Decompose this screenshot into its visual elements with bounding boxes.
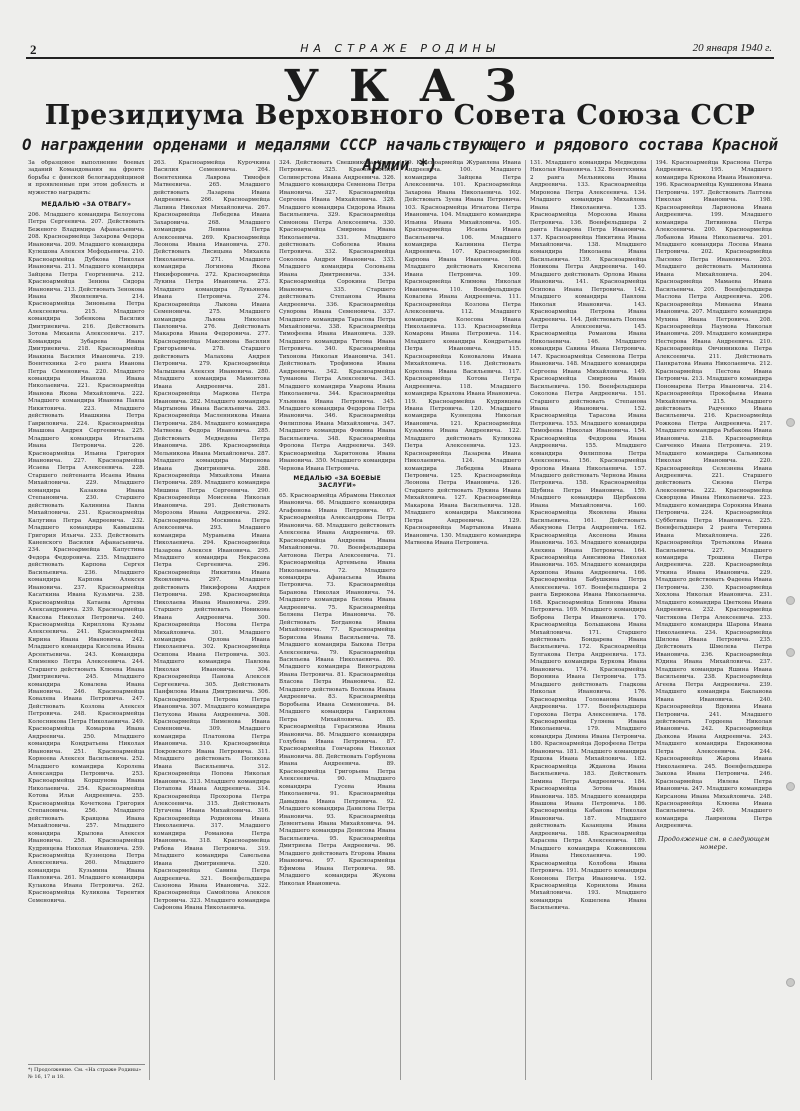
binding-hole (786, 978, 795, 987)
column-6 (652, 160, 777, 1080)
award-list: 131. Младшего командира Медведева Николая Ивановича. 132. Воентехника 2 ранга Мельникова Ивана Андреевича. 133. Красноармейца Миронова Петра Алексеевича. 134. Младшего командира Михайлова Ивана Николаевича. 135. Красноармейца Морозова Ивана Петровича. 136. Военфельдшера 2 ранга Назарова Петра Ивановича. 137. Красноармейца Никитина Ивана Михайловича. 138. Младшего командира Николаева Ивана Васильевича. 139. Красноармейца Новикова Петра Андреевича. 140. Младшего действовать Орлова Ивана Ивановича. 141. Красноармейца Осипова Ивана Петровича. 142. Младшего командира Павлова Николая Ивановича. 143. Красноармейца Петрова Ивана Андреевича. 144. Действовать Попова Петра Алексеевича. 145. Красноармейца Романова Ивана Николаевича. 146. Младшего командира Савина Ивана Петровича. 147. Красноармейца Семенова Петра Ивановича. 148. Младшего командира Сергеева Ивана Михайловича. 149. Красноармейца Смирнова Ивана Васильевича. 150. Военфельдшера Соколова Петра Андреевича. 151. Старшего действовать Степанова Ивана Ивановича. 152. Красноармейца Тарасова Ивана Петровича. 153. Младшего командира Тимофеева Николая Ивановича. 154. Красноармейца Федорова Ивана Андреевича. 155. Младшего командира Филиппова Петра Алексеевича. 156. Красноармейца Фролова Ивана Николаевича. 157. Младшего действовать Чернова Ивана Петровича. 158. Красноармейца Шубина Петра Ивановича. 159. Младшего командира Щербакова Ивана Михайловича. 160. Красноармейца Яковлева Ивана Васильевича. 161. Действовать Абакумова Петра Андреевича. 162. Красноармейца Аксенова Ивана Ивановича. 163. Младшего командира Алехина Ивана Петровича. 164. Красноармейца Анисимова Николая Ивановича. 165. Младшего командира Архипова Ивана Андреевича. 166. Красноармейца Бабушкина Петра Алексеевича. 167. Военфельдшера 2 ранга Бирюкова Ивана Николаевича. 168. Красноармейца Блинова Ивана Петровича. 169. Младшего командира Боброва Петра Ивановича. 170. Красноармейца Большакова Ивана Михайловича. 171. Старшего действовать Бондарева Ивана Васильевича. 172. Красноармейца Булгакова Петра Андреевича. 173. Младшего командира Буркова Ивана Ивановича. 174. Красноармейца Воронина Ивана Петровича. 175. Младшего действовать Гладкова Николая Ивановича. 176. Красноармейца Голованова Ивана Андреевича. 177. Военфельдшера Горохова Петра Алексеевича. 178. Красноармейца Гуляева Ивана Николаевича. 179. Младшего командира Демина Ивана Петровича. 180. Красноармейца Дорофеева Петра Ивановича. 181. Младшего командира Ершова Ивана Михайловича. 182. Красноармейца Жданова Ивана Васильевича. 183. Действовать Зимина Петра Андреевича. 184. Красноармейца Зотова Ивана Ивановича. 185. Младшего командира Ивашова Ивана Петровича. 186. Красноармейца Кабанова Николая Ивановича. 187. Младшего действовать Казанцева Ивана Андреевича. 188. Красноармейца Карасева Петра Алексеевича. 189. Младшего командира Кожевникова Ивана Николаевича. 190. Красноармейца Колобова Ивана Петровича. 191. Младшего командира Кононова Петра Ивановича. 192. Красноармейца Корнилова Ивана Михайловича. 193. Младшего командира Кошелева Ивана Васильевича. (530, 160, 647, 912)
column-5 (526, 160, 652, 1080)
binding-hole (786, 596, 795, 605)
columns (24, 160, 776, 1080)
award-list: 99. Красноармейца Журавлева Ивана Андреевича. 100. Младшего командира Зайцева Петра Алексеевича. 101. Красноармейца Захарова Ивана Николаевича. 102. Действовать Зуева Ивана Петровича. 103. Красноармейца Игнатова Петра Ивановича. 104. Младшего командира Ильина Ивана Михайловича. 105. Красноармейца Исаева Ивана Васильевича. 106. Младшего командира Калинина Петра Андреевича. 107. Красноармейца Карпова Ивана Ивановича. 108. Младшего действовать Киселева Ивана Петровича. 109. Красноармейца Климова Николая Ивановича. 110. Военфельдшера Ковалева Ивана Андреевича. 111. Красноармейца Козлова Петра Алексеевича. 112. Младшего командира Колесова Ивана Николаевича. 113. Красноармейца Комарова Ивана Петровича. 114. Младшего командира Кондратьева Петра Ивановича. 115. Красноармейца Коновалова Ивана Михайловича. 116. Действовать Королева Ивана Васильевича. 117. Красноармейца Котова Петра Андреевича. 118. Младшего командира Крылова Ивана Ивановича. 119. Красноармейца Кудрявцева Ивана Петровича. 120. Младшего командира Кузнецова Николая Ивановича. 121. Красноармейца Кузьмина Ивана Андреевича. 122. Младшего действовать Куликова Петра Алексеевича. 123. Красноармейца Лазарева Ивана Николаевича. 124. Младшего командира Лебедева Ивана Петровича. 125. Красноармейца Леонова Петра Ивановича. 126. Старшего действовать Лукина Ивана Михайловича. 127. Красноармейца Макарова Ивана Васильевича. 128. Младшего командира Максимова Петра Андреевича. 129. Красноармейца Мартынова Ивана Ивановича. 130. Младшего командира Матвеева Ивана Петровича. (404, 160, 521, 547)
intro-text: За образцовое выполнение боевых заданий Командования на фронте борьбы с финской белогвардейщиной и проявленные при этом доблесть и мужество наградить: (28, 160, 145, 196)
column-1 (24, 160, 150, 1080)
footnote: *) Продолжение. См. «На страже Родины» № 16, 17 и 18. (28, 1064, 145, 1080)
section-heading: МЕДАЛЬЮ «ЗА БОЕВЫЕ ЗАСЛУГИ» (293, 475, 382, 490)
title-presidium: Президиума Верховного Совета Союза ССР (44, 100, 756, 131)
masthead: НА СТРАЖЕ РОДИНЫ (300, 42, 500, 55)
binding-hole (786, 782, 795, 791)
column-4 (401, 160, 527, 1080)
award-list: 263. Красноармейца Курочкина Василия Семеновича. 264. Воентехника Лаврова Тимофея Матвеевича. 265. Младшего действовать Лазарева Ивана Андреевича. 266. Красноармейца Лапина Николая Михайловича. 267. Красноармейца Лебедева Ивана Захаровича. 268. Младшего командира Левина Петра Алексеевича. 269. Красноармейца Леонова Ивана Ивановича. 270. Действовать Лисицына Михаила Николаевича. 271. Младшего командира Логинова Якова Никифоровича. 272. Красноармейца Лукина Петра Ивановича. 273. Младшего командира Лукьянова Ивана Петровича. 274. Красноармейца Лыкова Ивана Семеновича. 275. Младшего командира Львова Николая Павловича. 276. Действовать Макарова Ивана Федоровича. 277. Красноармейца Максимова Василия Григорьевича. 278. Старшего действовать Малахова Андрея Петровича. 279. Красноармейца Малышева Алексея Ивановича. 280. Младшего командира Мамонтова Ивана Андреевича. 281. Красноармейца Маркова Петра Ивановича. 282. Младшего командира Мартынова Ивана Васильевича. 283. Красноармейца Масленникова Ивана Петровича. 284. Младшего командира Матвеева Федора Ивановича. 285. Действовать Медведева Петра Ивановича. 286. Красноармейца Мельникова Ивана Михайловича. 287. Младшего командира Миронова Ивана Дмитриевича. 288. Красноармейца Михайлова Ивана Петровича. 289. Младшего командира Мишина Петра Сергеевича. 290. Красноармейца Моисеева Николая Ивановича. 291. Действовать Морозова Ивана Андреевича. 292. Красноармейца Москвина Петра Алексеевича. 293. Младшего командира Муравьева Ивана Николаевича. 294. Красноармейца Назарова Алексея Ивановича. 295. Младшего командира Некрасова Петра Сергеевича. 296. Красноармейца Никитина Ивана Яковлевича. 297. Младшего действовать Никифорова Андрея Петровича. 298. Красноармейца Николаева Ивана Ивановича. 299. Старшего действовать Новикова Ивана Андреевича. 300. Красноармейца Носова Петра Михайловича. 301. Младшего командира Орлова Ивана Николаевича. 302. Красноармейца Осипова Ивана Петровича. 303. Младшего командира Павлова Николая Ивановича. 304. Красноармейца Панова Алексея Сергеевича. 305. Действовать Панфилова Ивана Дмитриевича. 306. Красноармейца Петрова Петра Ивановича. 307. Младшего командира Петухова Ивана Андреевича. 308. Красноармейца Пименова Ивана Семеновича. 309. Младшего командира Платонова Петра Ивановича. 310. Красноармейца Покровского Ивана Петровича. 311. Младшего действовать Полякова Ивана Васильевича. 312. Красноармейца Попова Николая Ивановича. 313. Младшего командира Потапова Ивана Андреевича. 314. Красноармейца Прохорова Петра Алексеевича. 315. Действовать Пугачева Ивана Михайловича. 316. Красноармейца Родионова Ивана Николаевича. 317. Младшего командира Романова Петра Ивановича. 318. Красноармейца Рябова Ивана Петровича. 319. Младшего командира Савельева Ивана Дмитриевича. 320. Красноармейца Савина Петра Андреевича. 321. Военфельдшера Сазонова Ивана Ивановича. 322. Красноармейца Самойлова Алексея Петровича. 323. Младшего командира Сафонова Ивана Николаевича. (153, 160, 270, 912)
continued-note: Продолжение см. в следующем номере. (657, 834, 770, 852)
binding-hole (786, 648, 795, 657)
header-rule (26, 57, 774, 59)
award-list: 194. Красноармейца Краснова Петра Андреевича. 195. Младшего командира Крюкова Ивана Ивановича. 196. Красноармейца Кувшинова Ивана Петровича. 197. Действовать Лаптева Николая Ивановича. 198. Красноармейца Ларионова Ивана Андреевича. 199. Младшего командира Литвинова Петра Алексеевича. 200. Красноармейца Лобанова Ивана Николаевича. 201. Младшего командира Лосева Ивана Петровича. 202. Красноармейца Лысенко Петра Ивановича. 203. Младшего действовать Малинина Ивана Михайловича. 204. Красноармейца Мамаева Ивана Васильевича. 205. Военфельдшера Маслова Петра Андреевича. 206. Красноармейца Минаева Ивана Ивановича. 207. Младшего командира Мухина Ивана Петровича. 208. Красноармейца Наумова Николая Ивановича. 209. Младшего командира Нестерова Ивана Андреевича. 210. Красноармейца Овчинникова Петра Алексеевича. 211. Действовать Панкратова Ивана Николаевича. 212. Красноармейца Пестова Ивана Петровича. 213. Младшего командира Пономарева Петра Ивановича. 214. Красноармейца Прокофьева Ивана Михайловича. 215. Младшего действовать Радченко Ивана Васильевича. 216. Красноармейца Рожкова Петра Андреевича. 217. Младшего командира Рыбакова Ивана Ивановича. 218. Красноармейца Савченко Ивана Петровича. 219. Младшего командира Сальникова Николая Ивановича. 220. Красноармейца Селезнева Ивана Андреевича. 221. Старшего действовать Сизова Петра Алексеевича. 222. Красноармейца Скворцова Ивана Николаевича. 223. Младшего командира Сорокина Ивана Петровича. 224. Красноармейца Субботина Петра Ивановича. 225. Военфельдшера 2 ранга Тетерина Ивана Михайловича. 226. Красноармейца Третьякова Ивана Васильевича. 227. Младшего командира Трошина Петра Андреевича. 228. Красноармейца Уткина Ивана Ивановича. 229. Младшего действовать Фадеева Ивана Петровича. 230. Красноармейца Хохлова Николая Ивановича. 231. Младшего командира Цветкова Ивана Андреевича. 232. Красноармейца Чистякова Петра Алексеевича. 233. Младшего командира Шарова Ивана Николаевича. 234. Красноармейца Шилова Ивана Петровича. 235. Действовать Шмелева Петра Ивановича. 236. Красноармейца Юдина Ивана Михайловича. 237. Младшего командира Яшина Ивана Васильевича. 238. Красноармейца Агеева Петра Андреевича. 239. Младшего командира Бакланова Ивана Ивановича. 240. Красноармейца Вдовина Ивана Петровича. 241. Младшего действовать Гордеева Николая Ивановича. 242. Красноармейца Дьякова Ивана Андреевича. 243. Младшего командира Евдокимова Петра Алексеевича. 244. Красноармейца Жарова Ивана Николаевича. 245. Военфельдшера Зыкова Ивана Петровича. 246. Красноармейца Ивлева Петра Ивановича. 247. Младшего командира Кирсанова Ивана Михайловича. 248. Красноармейца Клюева Ивана Васильевича. 249. Младшего командира Лавренова Петра Андреевича. (655, 160, 772, 830)
column-3 (275, 160, 401, 1080)
section-heading: МЕДАЛЬЮ «ЗА ОТВАГУ» (41, 201, 132, 209)
award-list: 65. Красноармейца Абрамова Николая Ивановича. 66. Младшего командира Агафонова Ивана Петровича. 67. Красноармейца Александрова Петра Ивановича. 68. Младшего действовать Алексеева Ивана Андреевича. 69. Красноармейца Андреева Ивана Михайловича. 70. Военфельдшера Антонова Петра Алексеевича. 71. Красноармейца Артемьева Ивана Николаевича. 72. Младшего командира Афанасьева Ивана Петровича. 73. Красноармейца Баранова Николая Ивановича. 74. Младшего командира Белова Ивана Андреевича. 75. Красноармейца Беляева Петра Ивановича. 76. Действовать Богданова Ивана Михайловича. 77. Красноармейца Борисова Ивана Васильевича. 78. Младшего командира Быкова Петра Алексеевича. 79. Красноармейца Васильева Ивана Николаевича. 80. Младшего командира Виноградова Ивана Петровича. 81. Красноармейца Власова Петра Ивановича. 82. Младшего действовать Волкова Ивана Андреевича. 83. Красноармейца Воробьева Ивана Семеновича. 84. Младшего командира Гаврилова Петра Михайловича. 85. Красноармейца Герасимова Ивана Ивановича. 86. Младшего командира Голубева Ивана Петровича. 87. Красноармейца Гончарова Николая Ивановича. 88. Действовать Горбунова Ивана Андреевича. 89. Красноармейца Григорьева Петра Алексеевича. 90. Младшего командира Гусева Ивана Николаевича. 91. Красноармейца Давыдова Ивана Петровича. 92. Младшего командира Данилова Петра Ивановича. 93. Красноармейца Дементьева Ивана Михайловича. 94. Младшего командира Денисова Ивана Васильевича. 95. Красноармейца Дмитриева Петра Андреевича. 96. Младшего действовать Егорова Ивана Ивановича. 97. Красноармейца Ефимова Ивана Петровича. 98. Младшего командира Жукова Николая Ивановича. (279, 493, 396, 887)
issue-date: 20 января 1940 г. (692, 42, 772, 54)
page-number: 2 (30, 42, 37, 57)
binding-holes (786, 0, 796, 1111)
title-ukaz: УКАЗ (283, 61, 547, 112)
award-list: 206. Младшего командира Белоусова Петра Сергеевича. 207. Действовать Бежевого Владимира Афанасьевича. 208. Красноармейца Захарова Федора Ивановича. 209. Младшего командира Кулешова Алексея Мефодьевича. 210. Красноармейца Дубкова Николая Ивановича. 211. Младшего командира Зайцева Петра Георгиевича. 212. Красноармейца Зенина Сидора Ивановича. 213. Действовать Зенокова Ивана Яковлевича. 214. Красноармейца Зиновьева Петра Алексеевича. 215. Младшего командира Зобенкова Василия Дмитриевича. 216. Действовать Зотова Михаила Алексеевича. 217. Командира Зубарева Ивана Дмитриевича. 218. Красноармейца Ивакина Василия Ивановича. 219. Воентехника 2-го ранга Иванова Петра Семеновича. 220. Младшего командира Иванова Ивана Николаевича. 221. Красноармейца Иванова Якова Михайловича. 222. Младшего командира Иванова Павла Никитовича. 223. Младшего действовать Ивашкина Петра Гавриловича. 224. Красноармейца Ивашова Андрея Сергеевича. 225. Младшего командира Игнатьева Ивана Петровича. 226. Красноармейца Ильина Григория Ивановича. 227. Красноармейца Исаева Петра Алексеевича. 228. Старшего лейтенанта Исаева Ивана Михайловича. 229. Младшего командира Казакова Ивана Степановича. 230. Старшего действовать Калинина Павла Михайловича. 231. Красноармейца Калугина Петра Андреевича. 232. Младшего командира Камышева Григория Ильича. 233. Действовать Каневского Василия Афанасьевича. 234. Красноармейца Капустина Федора Федоровича. 235. Младшего действовать Карпова Сергея Васильевича. 236. Младшего командира Карпова Алексея Ивановича. 237. Красноармейца Касаткина Ивана Кузьмича. 238. Красноармейца Катаева Артема Александровича. 239. Красноармейца Квасова Николая Петровича. 240. Красноармейца Кириллова Кузьмы Алексеевича. 241. Красноармейца Кирина Ивана Ивановича. 242. Младшего командира Киселева Ивана Арсентьевича. 243. Командира Клименко Петра Алексеевича. 244. Старшего действовать Клюева Ивана Дмитриевича. 245. Младшего командира Ковалева Ивана Ивановича. 246. Красноармейца Ковалева Ивана Петровича. 247. Действовать Козлова Алексея Петровича. 248. Красноармейца Колесникова Петра Николаевича. 249. Красноармейца Комарова Ивана Андреевича. 250. Младшего командира Кондратьева Николая Ивановича. 251. Красноармейца Корнеева Алексея Васильевича. 252. Младшего командира Королева Александра Петровича. 253. Красноармейца Коршунова Ивана Николаевича. 254. Красноармейца Котова Ильи Андреевича. 255. Красноармейца Кочеткова Григория Степановича. 256. Младшего действовать Кравцова Ивана Михайловича. 257. Младшего командира Крылова Алексея Ивановича. 258. Красноармейца Кудрявцева Николая Ивановича. 259. Красноармейца Кузнецова Петра Алексеевича. 260. Младшего командира Кузьмина Ивана Павловича. 261. Младшего командира Кулакова Ивана Петровича. 262. Красноармейца Куликова Терентия Семеновича. (28, 212, 145, 904)
column-2 (150, 160, 276, 1080)
title-subtitle: О награждении орденами и медалями СССР начальствующего и рядового состава Красной Армии *) (22, 136, 778, 174)
binding-hole (786, 418, 795, 427)
award-list: 324. Действовать Свешникова Ивана Петровича. 325. Красноармейца Селиверстова Ивана Андреевича. 326. Младшего командира Семенова Петра Ивановича. 327. Красноармейца Сергеева Ивана Михайловича. 328. Младшего командира Сидорова Ивана Васильевича. 329. Красноармейца Симонова Петра Алексеевича. 330. Красноармейца Смирнова Ивана Николаевича. 331. Младшего действовать Соболева Ивана Петровича. 332. Красноармейца Соколова Андрея Ивановича. 333. Младшего командира Соловьева Ивана Дмитриевича. 334. Красноармейца Сорокина Петра Ивановича. 335. Старшего действовать Степанова Ивана Андреевича. 336. Красноармейца Суворова Ивана Семеновича. 337. Младшего командира Тарасова Петра Михайловича. 338. Красноармейца Тимофеева Ивана Ивановича. 339. Младшего командира Титова Ивана Петровича. 340. Красноармейца Тихонова Николая Ивановича. 341. Действовать Трофимова Ивана Андреевича. 342. Красноармейца Туманова Петра Алексеевича. 343. Младшего командира Уварова Ивана Николаевича. 344. Красноармейца Ульянова Ивана Петровича. 345. Младшего командира Федорова Петра Ивановича. 346. Красноармейца Филиппова Ивана Михайловича. 347. Младшего командира Фомина Ивана Васильевича. 348. Красноармейца Фролова Петра Андреевича. 349. Красноармейца Харитонова Ивана Ивановича. 350. Младшего командира Чернова Ивана Петровича. (279, 160, 396, 472)
